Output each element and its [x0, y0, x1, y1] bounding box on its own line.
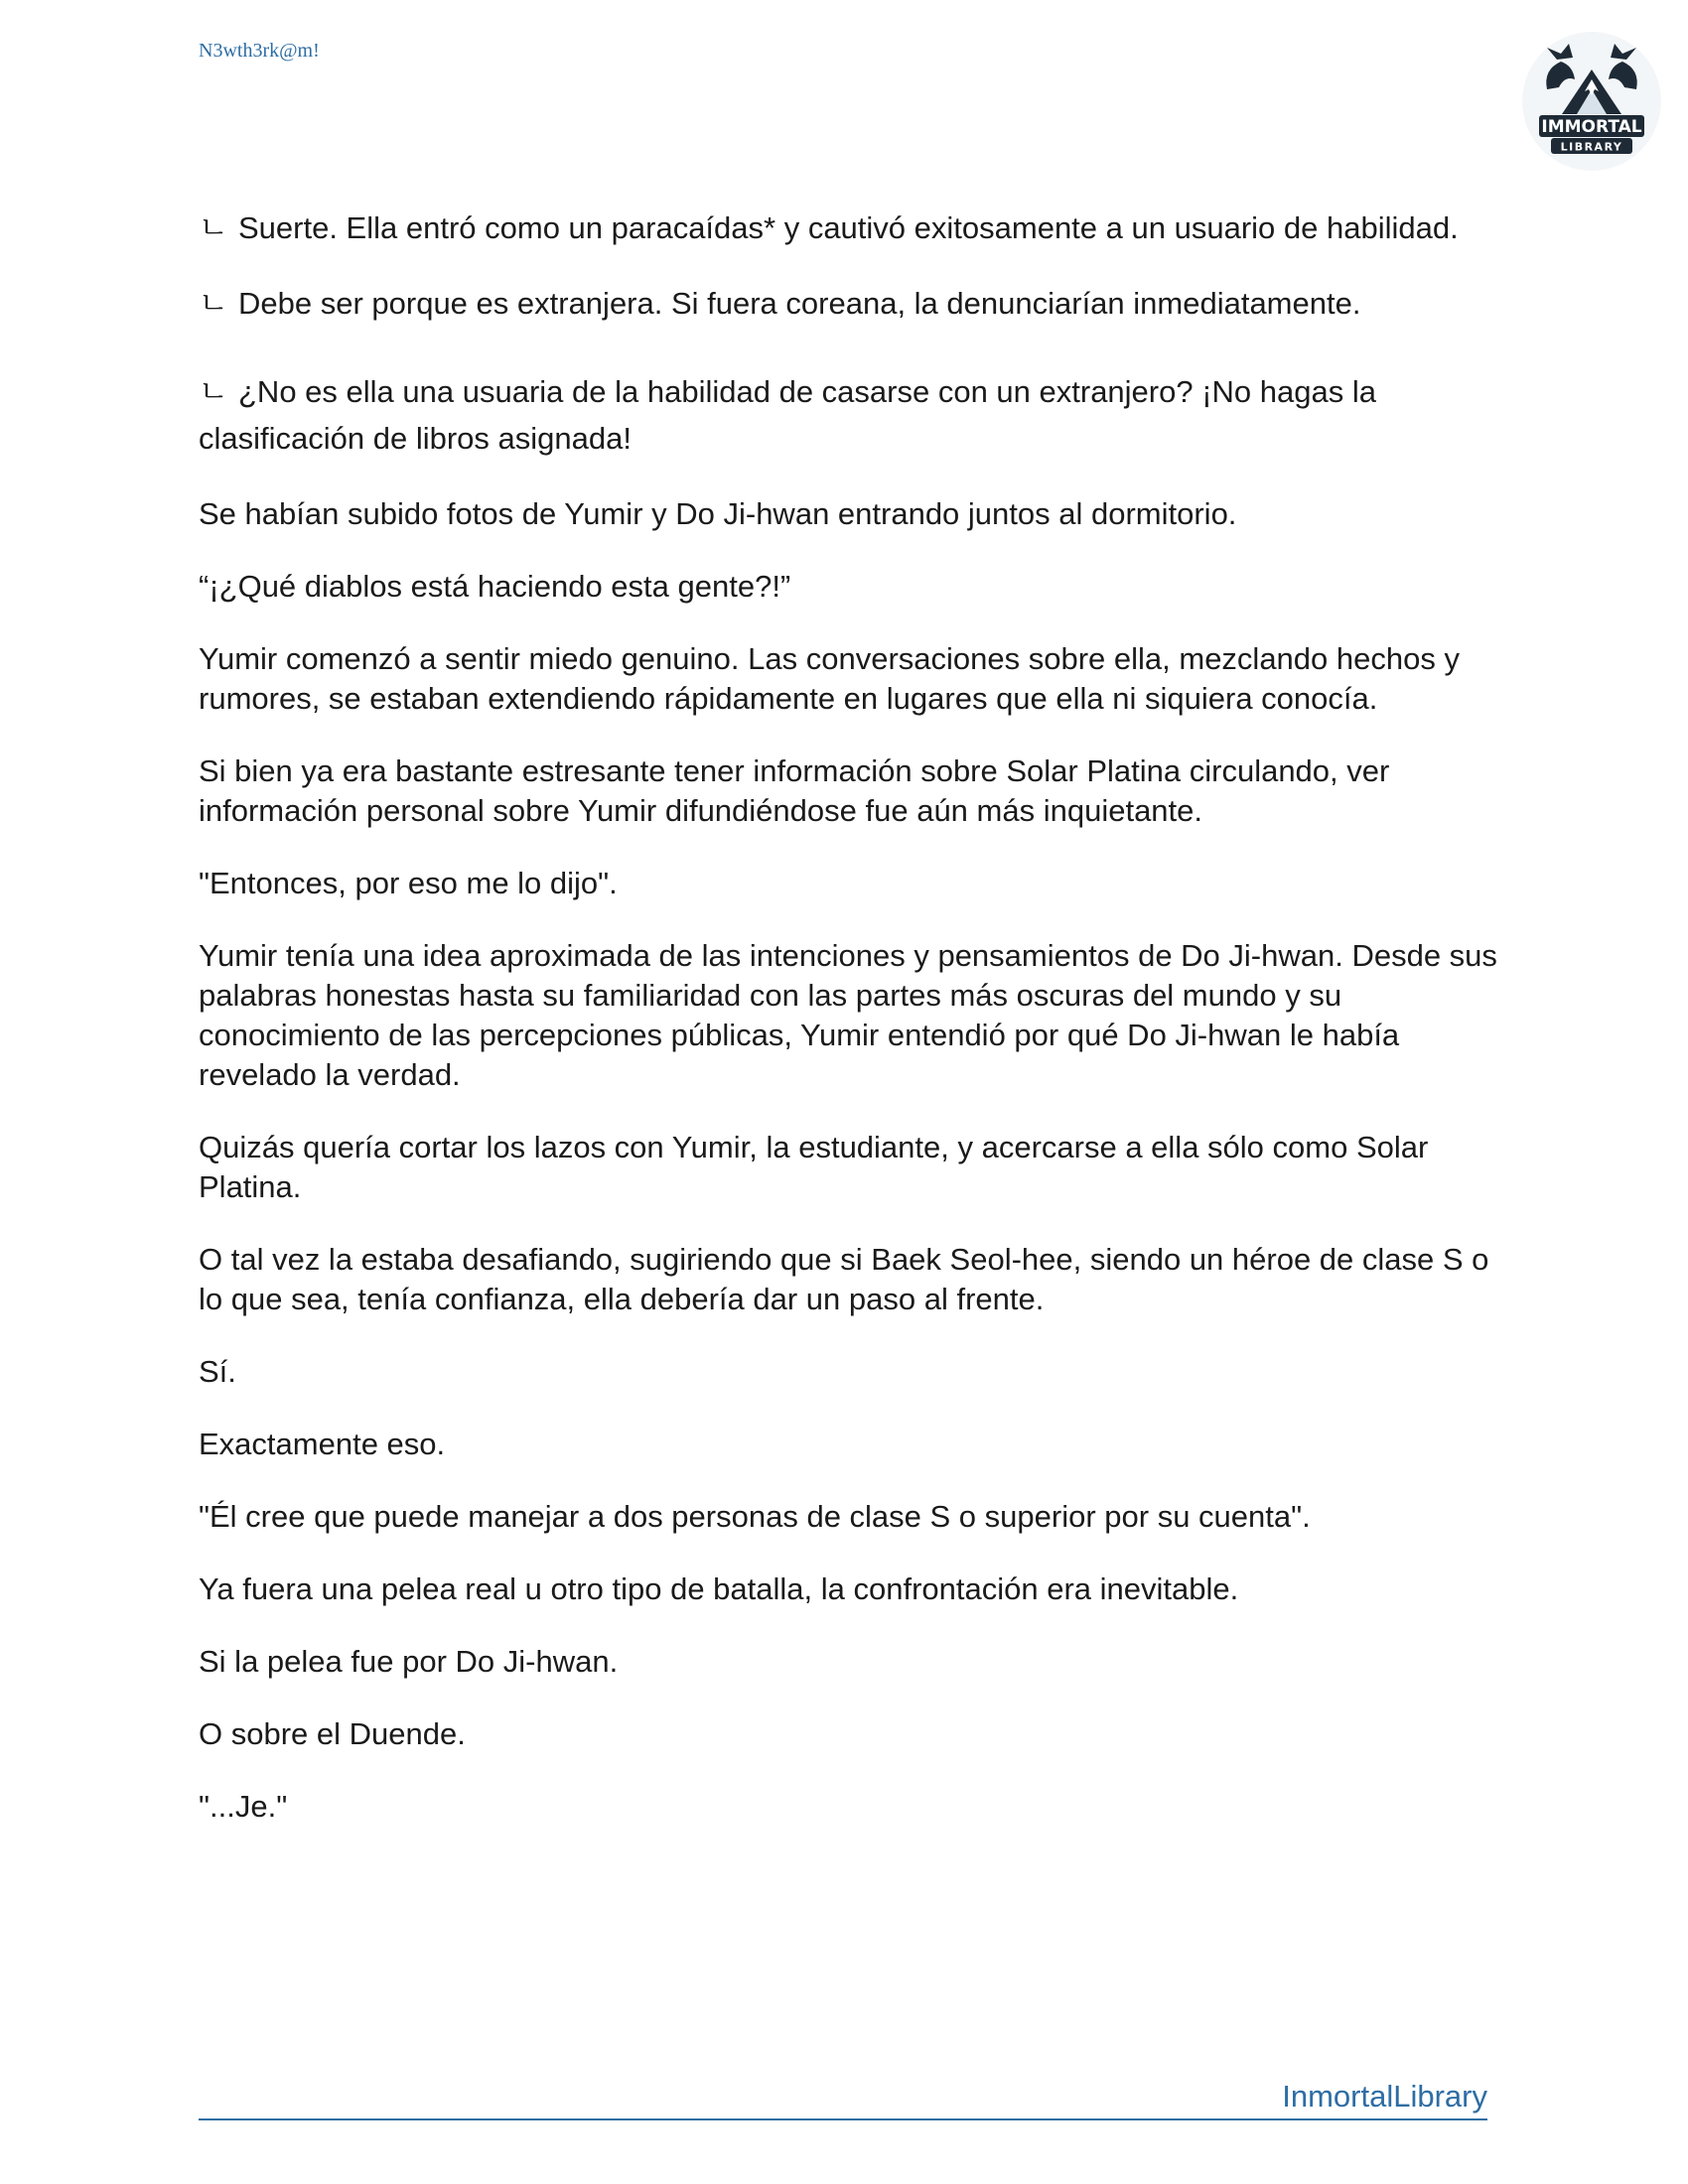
document-body	[199, 205, 1499, 1859]
paragraph: Ya fuera una pelea real u otro tipo de batalla, la confrontación era inevitable.	[199, 1571, 1239, 1606]
paragraph: Yumir tenía una idea aproximada de las intenciones y pensamientos de Do Ji-hwan. Desde sus palabras honestas hasta su familiaridad con las partes más oscuras del mundo y su conocimiento de las percepciones públicas, Yumir entendió por qué Do Ji-hwan le había revelado la verdad.	[199, 938, 1497, 1092]
footer-link-inmortal-library[interactable]: InmortalLibrary	[1282, 2079, 1487, 2114]
paragraph: Quizás quería cortar los lazos con Yumir, la estudiante, y acercarse a ella sólo como Solar Platina.	[199, 1130, 1429, 1204]
logo-text-line1: IMMORTAL	[1541, 117, 1642, 137]
reply-corner-icon: ㄴ	[199, 286, 228, 321]
reply-corner-icon: ㄴ	[199, 210, 228, 245]
paragraph: Se habían subido fotos de Yumir y Do Ji-hwan entrando juntos al dormitorio.	[199, 496, 1237, 531]
footer	[199, 2079, 1487, 2120]
immortal-library-logo	[1517, 30, 1666, 179]
chat-reply-3: ㄴ ¿No es ella una usuaria de la habilidad de casarse con un extranjero? ¡No hagas la clasificación de libros asignada!	[199, 368, 1499, 462]
reply-corner-icon: ㄴ	[199, 374, 228, 409]
paragraph: Si bien ya era bastante estresante tener información sobre Solar Platina circulando, ver información personal sobre Yumir difundiéndose fue aún más inquietante.	[199, 753, 1390, 828]
paragraph: "Entonces, por eso me lo dijo".	[199, 866, 618, 900]
paragraph: O sobre el Duende.	[199, 1716, 466, 1751]
logo-text-line2: LIBRARY	[1560, 140, 1623, 154]
header-tag: N3wth3rk@m!	[199, 40, 320, 62]
paragraph: "...Je."	[199, 1789, 288, 1824]
paragraph: Sí.	[199, 1354, 236, 1389]
paragraph: “¡¿Qué diablos está haciendo esta gente?!”	[199, 569, 791, 604]
chat-reply-2: ㄴ Debe ser porque es extranjera. Si fuera coreana, la denunciarían inmediatamente.	[199, 284, 1499, 324]
paragraph: Yumir comenzó a sentir miedo genuino. Las conversaciones sobre ella, mezclando hechos y rumores, se estaban extendiendo rápidamente en lugares que ella ni siquiera conocía.	[199, 641, 1460, 716]
paragraph: Si la pelea fue por Do Ji-hwan.	[199, 1644, 619, 1679]
paragraph: Exactamente eso.	[199, 1427, 446, 1461]
chat-reply-1: ㄴ Suerte. Ella entró como un paracaídas* y cautivó exitosamente a un usuario de habilidad.	[199, 205, 1499, 251]
paragraph: O tal vez la estaba desafiando, sugiriendo que si Baek Seol-hee, siendo un héroe de clase S o lo que sea, tenía confianza, ella debería dar un paso al frente.	[199, 1242, 1489, 1316]
paragraph: "Él cree que puede manejar a dos personas de clase S o superior por su cuenta".	[199, 1499, 1311, 1534]
